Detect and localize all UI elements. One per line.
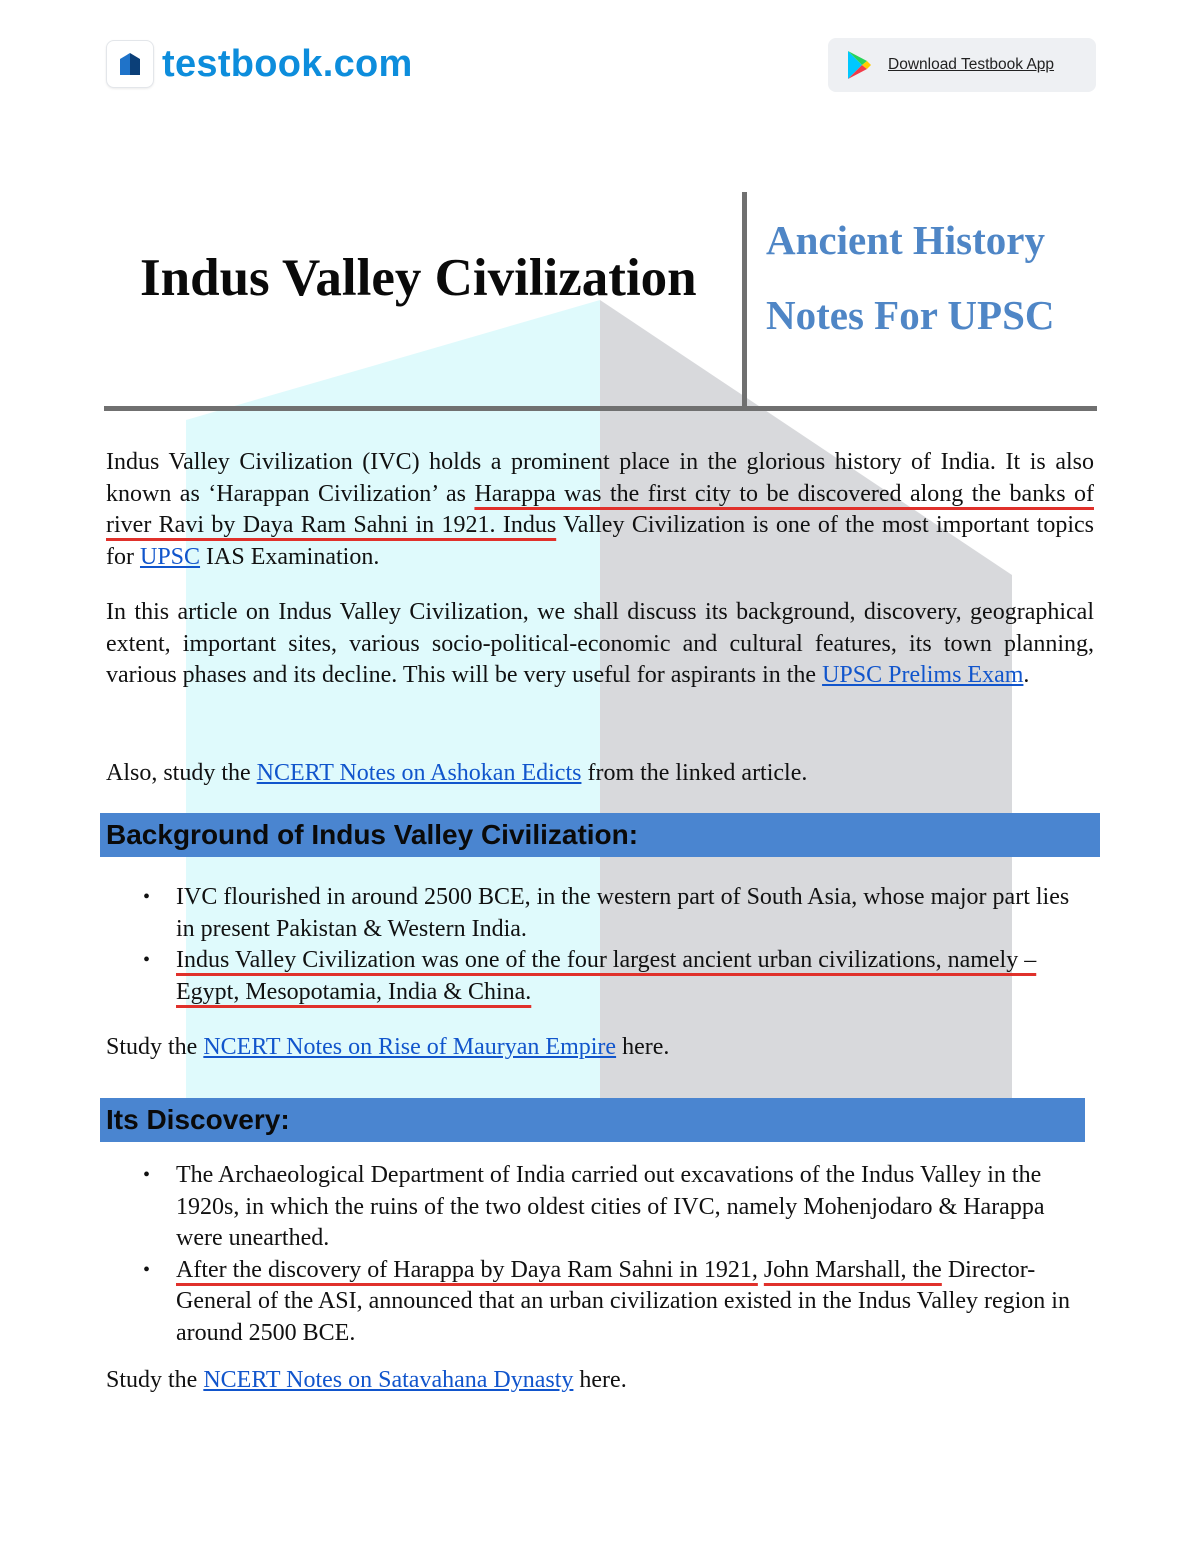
intro-paragraph-3: Also, study the NCERT Notes on Ashokan Edicts from the linked article.: [106, 760, 808, 786]
ashokan-edicts-link[interactable]: NCERT Notes on Ashokan Edicts: [256, 760, 582, 786]
satavahana-dynasty-link[interactable]: NCERT Notes on Satavahana Dynasty: [203, 1367, 574, 1393]
title-divider-horizontal: [104, 406, 1097, 411]
background-bullet-list: [176, 882, 1076, 1008]
section-heading-discovery: [100, 1098, 1085, 1142]
intro-paragraph-2: In this article on Indus Valley Civilization, we shall discuss its background, discovery, geographical extent, important sites, various socio-political-economic and cultural features, its town planning, various phases and its decline. This will be very useful for aspirants in the UPSC Prelims Exam.: [106, 599, 1094, 688]
list-item: [176, 945, 1076, 1008]
discovery-bullet-list: [176, 1160, 1076, 1349]
subtitle-line-1: Ancient History: [766, 217, 1045, 263]
brand-name: testbook.com: [162, 42, 413, 85]
list-item: • The Archaeological Department of India carried out excavations of the Indus Valley in the 1920s, in which the ruins of the two oldest cities of IVC, namely Mohenjodaro & Harappa were unearthed.: [176, 1160, 1076, 1255]
study-mauryan-line: Study the NCERT Notes on Rise of Mauryan Empire here.: [106, 1034, 670, 1060]
title-divider-vertical: [742, 192, 747, 408]
upsc-prelims-link[interactable]: UPSC Prelims Exam: [822, 662, 1024, 688]
intro-paragraph-1: Indus Valley Civilization (IVC) holds a prominent place in the glorious history of India. It is also known as ‘Harappan Civilization’ as Harappa was the first city to be discovered along the banks of river Ravi by Daya Ram Sahni in 1921. Indus Valley Civilization is one of the most important topics for UPSC IAS Examination.: [106, 449, 1094, 570]
list-item: • IVC flourished in around 2500 BCE, in the western part of South Asia, whose major part lies in present Pakistan & Western India.: [176, 882, 1076, 945]
download-app-label: Download Testbook App: [888, 56, 1055, 73]
highlighted-text: Indus Valley Civilization was one of the four largest ancient urban civilizations, namely – Egypt, Mesopotamia, India & China.: [176, 947, 1037, 1005]
list-item: • After the discovery of Harappa by Daya Ram Sahni in 1921, John Marshall, the Director-General of the ASI, announced that an urban civilization existed in the Indus Valley region in around 2500 BCE.: [176, 1255, 1076, 1350]
highlighted-text: After the discovery of Harappa by Daya Ram Sahni in 1921,: [176, 1256, 758, 1283]
section-heading-text: Background of Indus Valley Civilization:: [106, 819, 639, 850]
testbook-logo-icon: [106, 40, 154, 88]
study-satavahana-line: Study the NCERT Notes on Satavahana Dynasty here.: [106, 1367, 627, 1393]
mauryan-empire-link[interactable]: NCERT Notes on Rise of Mauryan Empire: [203, 1034, 617, 1060]
subtitle-line-2: Notes For UPSC: [766, 292, 1055, 338]
section-heading-text: Its Discovery:: [106, 1104, 290, 1135]
page-title: Indus Valley Civilization: [140, 249, 697, 307]
brand-logo[interactable]: [106, 40, 413, 88]
highlighted-text: Harappa was the first city to be discovered along the banks of river Ravi by Daya Ram Sahni in 1921. Indus: [106, 480, 1094, 538]
upsc-link[interactable]: UPSC: [139, 543, 201, 570]
highlighted-text: John Marshall, the: [763, 1256, 942, 1283]
section-heading-background: [100, 813, 1100, 857]
google-play-icon: [846, 50, 872, 80]
download-app-button[interactable]: [828, 38, 1096, 92]
